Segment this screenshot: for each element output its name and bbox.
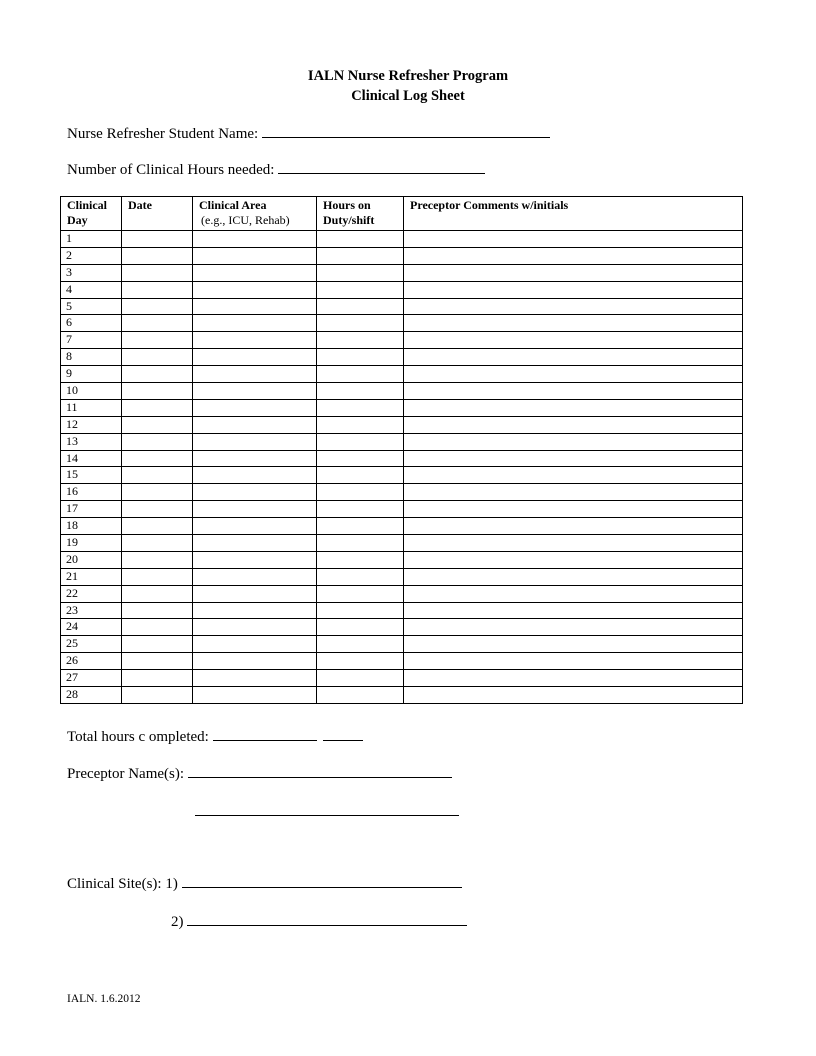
table-row xyxy=(61,518,743,535)
date-cell[interactable] xyxy=(122,602,193,619)
table-row xyxy=(61,484,743,501)
hours-cell[interactable] xyxy=(317,231,404,248)
day-cell: 18 xyxy=(61,518,122,535)
date-cell[interactable] xyxy=(122,636,193,653)
day-cell: 8 xyxy=(61,349,122,366)
clinical-area-cell[interactable] xyxy=(193,551,317,568)
comments-cell[interactable] xyxy=(404,687,743,704)
clinical-area-cell[interactable] xyxy=(193,366,317,383)
hours-cell[interactable] xyxy=(317,568,404,585)
clinical-area-cell[interactable] xyxy=(193,484,317,501)
day-cell: 10 xyxy=(61,383,122,400)
header-clinical-day: Clinical Day xyxy=(61,197,122,231)
table-row xyxy=(61,332,743,349)
header-hours-on-duty: Hours on Duty/shift xyxy=(317,197,404,231)
hours-needed-label: Number of Clinical Hours needed: xyxy=(67,162,275,178)
hours-cell[interactable] xyxy=(317,585,404,602)
comments-cell[interactable] xyxy=(404,568,743,585)
date-cell[interactable] xyxy=(122,568,193,585)
hours-cell[interactable] xyxy=(317,653,404,670)
table-row xyxy=(61,568,743,585)
total-hours-blank-2[interactable] xyxy=(323,725,363,741)
day-cell: 5 xyxy=(61,298,122,315)
clinical-area-cell[interactable] xyxy=(193,619,317,636)
day-cell: 24 xyxy=(61,619,122,636)
hours-cell[interactable] xyxy=(317,467,404,484)
preceptor-row-2 xyxy=(195,800,459,822)
header-preceptor-comments: Preceptor Comments w/initials xyxy=(404,197,743,231)
day-cell: 4 xyxy=(61,281,122,298)
day-cell: 27 xyxy=(61,670,122,687)
hours-cell[interactable] xyxy=(317,416,404,433)
table-row xyxy=(61,281,743,298)
total-hours-label: Total hours c ompleted: xyxy=(67,729,209,745)
table-row xyxy=(61,298,743,315)
table-row xyxy=(61,349,743,366)
comments-cell[interactable] xyxy=(404,281,743,298)
comments-cell[interactable] xyxy=(404,399,743,416)
table-body xyxy=(61,231,743,704)
date-cell[interactable] xyxy=(122,383,193,400)
comments-cell[interactable] xyxy=(404,619,743,636)
clinical-area-cell[interactable] xyxy=(193,281,317,298)
preceptor-label: Preceptor Name(s): xyxy=(67,766,185,782)
header-clinical-area: Clinical Area (e.g., ICU, Rehab) xyxy=(193,197,317,231)
date-cell[interactable] xyxy=(122,484,193,501)
date-cell[interactable] xyxy=(122,653,193,670)
comments-cell[interactable] xyxy=(404,433,743,450)
date-cell[interactable] xyxy=(122,585,193,602)
date-cell[interactable] xyxy=(122,231,193,248)
hours-cell[interactable] xyxy=(317,484,404,501)
comments-cell[interactable] xyxy=(404,366,743,383)
day-cell: 25 xyxy=(61,636,122,653)
comments-cell[interactable] xyxy=(404,467,743,484)
clinical-area-cell[interactable] xyxy=(193,399,317,416)
day-cell: 1 xyxy=(61,231,122,248)
date-cell[interactable] xyxy=(122,467,193,484)
date-cell[interactable] xyxy=(122,501,193,518)
date-cell[interactable] xyxy=(122,518,193,535)
comments-cell[interactable] xyxy=(404,518,743,535)
comments-cell[interactable] xyxy=(404,484,743,501)
day-cell: 15 xyxy=(61,467,122,484)
table-row xyxy=(61,551,743,568)
date-cell[interactable] xyxy=(122,399,193,416)
day-cell: 26 xyxy=(61,653,122,670)
clinical-area-cell[interactable] xyxy=(193,416,317,433)
clinical-area-cell[interactable] xyxy=(193,518,317,535)
hours-cell[interactable] xyxy=(317,518,404,535)
date-cell[interactable] xyxy=(122,670,193,687)
hours-cell[interactable] xyxy=(317,619,404,636)
hours-needed-blank[interactable] xyxy=(278,158,485,174)
table-row xyxy=(61,501,743,518)
hours-cell[interactable] xyxy=(317,366,404,383)
day-cell: 22 xyxy=(61,585,122,602)
hours-cell[interactable] xyxy=(317,349,404,366)
clinical-area-cell[interactable] xyxy=(193,231,317,248)
hours-cell[interactable] xyxy=(317,315,404,332)
comments-cell[interactable] xyxy=(404,636,743,653)
table-header-row xyxy=(61,197,743,231)
clinical-area-cell[interactable] xyxy=(193,383,317,400)
date-cell[interactable] xyxy=(122,366,193,383)
comments-cell[interactable] xyxy=(404,670,743,687)
comments-cell[interactable] xyxy=(404,332,743,349)
day-cell: 20 xyxy=(61,551,122,568)
clinical-area-cell[interactable] xyxy=(193,450,317,467)
table-row xyxy=(61,670,743,687)
table-row xyxy=(61,383,743,400)
day-cell: 21 xyxy=(61,568,122,585)
date-cell[interactable] xyxy=(122,433,193,450)
clinical-area-cell[interactable] xyxy=(193,247,317,264)
preceptor-blank-2[interactable] xyxy=(195,800,459,816)
comments-cell[interactable] xyxy=(404,298,743,315)
comments-cell[interactable] xyxy=(404,585,743,602)
comments-cell[interactable] xyxy=(404,501,743,518)
hours-cell[interactable] xyxy=(317,501,404,518)
comments-cell[interactable] xyxy=(404,416,743,433)
hours-cell[interactable] xyxy=(317,264,404,281)
table-row xyxy=(61,416,743,433)
comments-cell[interactable] xyxy=(404,602,743,619)
clinical-area-cell[interactable] xyxy=(193,670,317,687)
clinical-area-cell[interactable] xyxy=(193,298,317,315)
day-cell: 3 xyxy=(61,264,122,281)
hours-cell[interactable] xyxy=(317,602,404,619)
day-cell: 6 xyxy=(61,315,122,332)
table-row xyxy=(61,467,743,484)
hours-cell[interactable] xyxy=(317,332,404,349)
date-cell[interactable] xyxy=(122,551,193,568)
total-hours-row xyxy=(67,725,363,747)
day-cell: 23 xyxy=(61,602,122,619)
date-cell[interactable] xyxy=(122,247,193,264)
hours-cell[interactable] xyxy=(317,281,404,298)
comments-cell[interactable] xyxy=(404,247,743,264)
table-row xyxy=(61,366,743,383)
table-row xyxy=(61,687,743,704)
clinical-site-row-1 xyxy=(67,872,462,894)
preceptor-blank-1[interactable] xyxy=(188,762,452,778)
table-row xyxy=(61,399,743,416)
date-cell[interactable] xyxy=(122,619,193,636)
hours-cell[interactable] xyxy=(317,247,404,264)
day-cell: 11 xyxy=(61,399,122,416)
comments-cell[interactable] xyxy=(404,551,743,568)
date-cell[interactable] xyxy=(122,332,193,349)
clinical-area-cell[interactable] xyxy=(193,433,317,450)
hours-cell[interactable] xyxy=(317,535,404,552)
hours-needed-row xyxy=(67,158,485,180)
clinical-area-cell[interactable] xyxy=(193,349,317,366)
total-hours-blank-1[interactable] xyxy=(213,725,317,741)
hours-cell[interactable] xyxy=(317,670,404,687)
date-cell[interactable] xyxy=(122,349,193,366)
hours-cell[interactable] xyxy=(317,636,404,653)
day-cell: 9 xyxy=(61,366,122,383)
clinical-area-cell[interactable] xyxy=(193,315,317,332)
clinical-area-cell[interactable] xyxy=(193,602,317,619)
day-cell: 28 xyxy=(61,687,122,704)
date-cell[interactable] xyxy=(122,450,193,467)
hours-cell[interactable] xyxy=(317,687,404,704)
date-cell[interactable] xyxy=(122,315,193,332)
comments-cell[interactable] xyxy=(404,231,743,248)
day-cell: 14 xyxy=(61,450,122,467)
day-cell: 2 xyxy=(61,247,122,264)
table-row xyxy=(61,264,743,281)
hours-cell[interactable] xyxy=(317,551,404,568)
hours-cell[interactable] xyxy=(317,383,404,400)
comments-cell[interactable] xyxy=(404,383,743,400)
table-row xyxy=(61,450,743,467)
clinical-log-table xyxy=(60,196,743,704)
hours-cell[interactable] xyxy=(317,399,404,416)
table-row xyxy=(61,231,743,248)
table-row xyxy=(61,247,743,264)
document-subtitle: Clinical Log Sheet xyxy=(351,88,465,104)
day-cell: 17 xyxy=(61,501,122,518)
clinical-area-cell[interactable] xyxy=(193,467,317,484)
clinical-site-blank-1[interactable] xyxy=(182,872,462,888)
clinical-area-cell[interactable] xyxy=(193,332,317,349)
clinical-area-cell[interactable] xyxy=(193,687,317,704)
day-cell: 12 xyxy=(61,416,122,433)
clinical-area-cell[interactable] xyxy=(193,636,317,653)
clinical-site-label: Clinical Site(s): 1) xyxy=(67,876,178,892)
date-cell[interactable] xyxy=(122,264,193,281)
document-title: IALN Nurse Refresher Program xyxy=(307,68,509,84)
preceptor-row xyxy=(67,762,452,784)
day-cell: 16 xyxy=(61,484,122,501)
student-name-blank[interactable] xyxy=(262,122,550,138)
comments-cell[interactable] xyxy=(404,653,743,670)
table-row xyxy=(61,653,743,670)
table-row xyxy=(61,535,743,552)
comments-cell[interactable] xyxy=(404,450,743,467)
clinical-site-blank-2[interactable] xyxy=(187,910,467,926)
table-row xyxy=(61,602,743,619)
clinical-area-cell[interactable] xyxy=(193,264,317,281)
date-cell[interactable] xyxy=(122,298,193,315)
table-row xyxy=(61,585,743,602)
hours-cell[interactable] xyxy=(317,433,404,450)
day-cell: 7 xyxy=(61,332,122,349)
date-cell[interactable] xyxy=(122,687,193,704)
comments-cell[interactable] xyxy=(404,315,743,332)
table-row xyxy=(61,315,743,332)
header-date: Date xyxy=(122,197,193,231)
student-name-label: Nurse Refresher Student Name: xyxy=(67,126,259,142)
clinical-area-cell[interactable] xyxy=(193,653,317,670)
table-row xyxy=(61,619,743,636)
clinical-area-cell[interactable] xyxy=(193,535,317,552)
comments-cell[interactable] xyxy=(404,535,743,552)
clinical-area-cell[interactable] xyxy=(193,568,317,585)
date-cell[interactable] xyxy=(122,416,193,433)
clinical-site-row-2 xyxy=(171,910,467,932)
clinical-area-cell[interactable] xyxy=(193,585,317,602)
day-cell: 19 xyxy=(61,535,122,552)
clinical-area-cell[interactable] xyxy=(193,501,317,518)
hours-cell[interactable] xyxy=(317,450,404,467)
table-row xyxy=(61,636,743,653)
date-cell[interactable] xyxy=(122,281,193,298)
comments-cell[interactable] xyxy=(404,349,743,366)
day-cell: 13 xyxy=(61,433,122,450)
table-row xyxy=(61,433,743,450)
student-name-row xyxy=(67,122,550,144)
hours-cell[interactable] xyxy=(317,298,404,315)
date-cell[interactable] xyxy=(122,535,193,552)
document-code: IALN. 1.6.2012 xyxy=(67,993,141,1005)
comments-cell[interactable] xyxy=(404,264,743,281)
clinical-site-2-label: 2) xyxy=(171,914,184,930)
